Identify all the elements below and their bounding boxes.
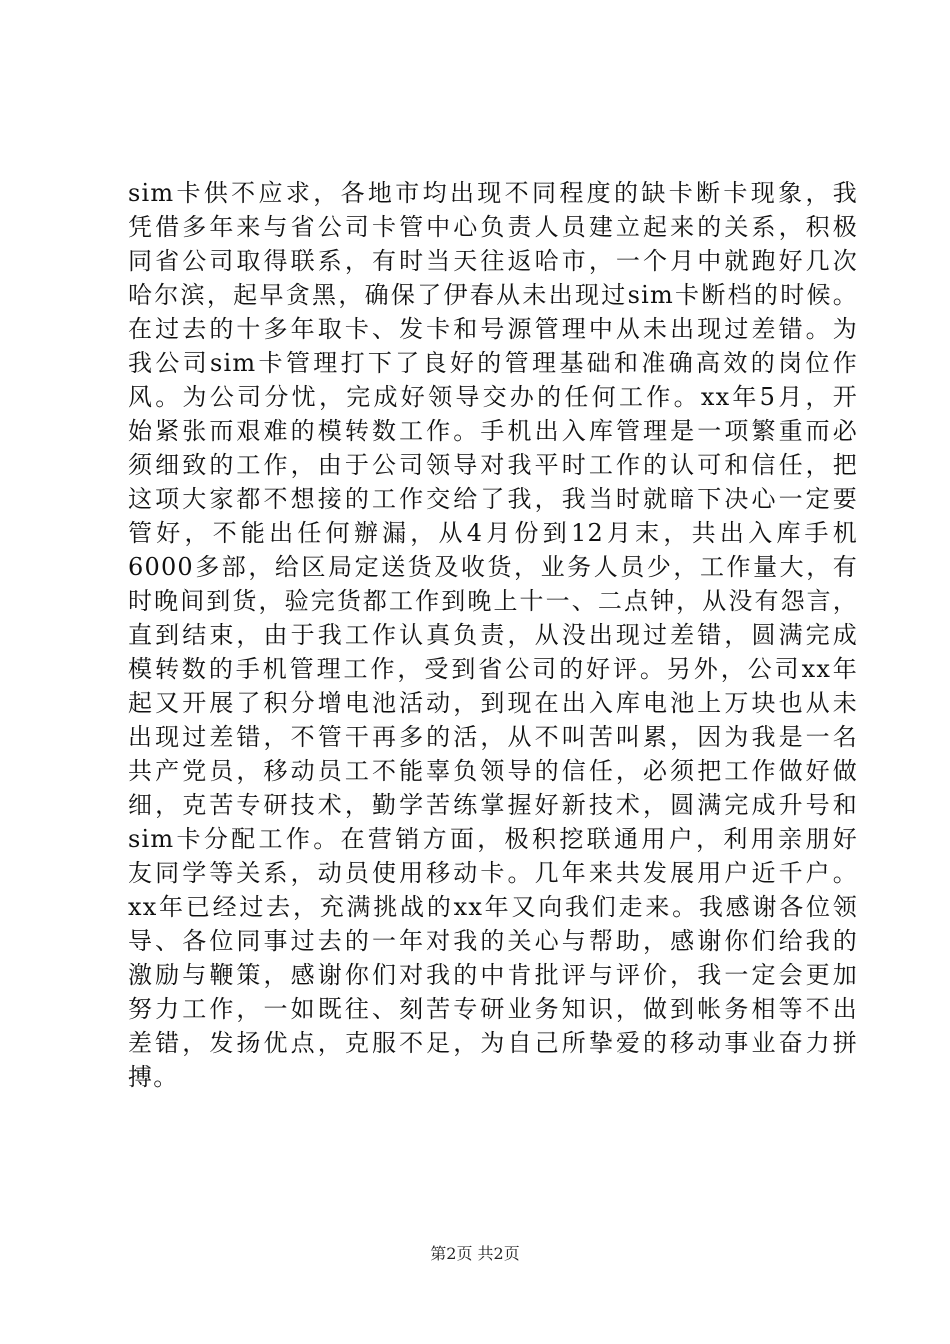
text-line: 努力工作，一如既往、刻苦专研业务知识，做到帐务相等不出	[128, 995, 858, 1023]
text-line: 哈尔滨，起早贪黑，确保了伊春从未出现过sim卡断档的时候。	[128, 281, 858, 309]
text-line: 风。为公司分忧，完成好领导交办的任何工作。xx年5月，开	[128, 383, 858, 411]
text-line: 友同学等关系，动员使用移动卡。几年来共发展用户近千户。	[128, 859, 858, 887]
text-line: 共产党员，移动员工不能辜负领导的信任，必须把工作做好做	[128, 757, 858, 785]
text-line: 出现过差错，不管干再多的活，从不叫苦叫累，因为我是一名	[128, 723, 858, 751]
text-line: xx年已经过去，充满挑战的xx年又向我们走来。我感谢各位领	[128, 893, 858, 921]
text-line: 这项大家都不想接的工作交给了我，我当时就暗下决心一定要	[128, 485, 858, 513]
text-line: 导、各位同事过去的一年对我的关心与帮助，感谢你们给我的	[128, 927, 858, 955]
text-line: 模转数的手机管理工作，受到省公司的好评。另外，公司xx年	[128, 655, 858, 683]
text-line: 我公司sim卡管理打下了良好的管理基础和准确高效的岗位作	[128, 349, 858, 377]
text-line: sim卡供不应求，各地市均出现不同程度的缺卡断卡现象，我	[128, 179, 858, 207]
text-line: 须细致的工作，由于公司领导对我平时工作的认可和信任，把	[128, 451, 858, 479]
text-line: 起又开展了积分增电池活动，到现在出入库电池上万块也从未	[128, 689, 858, 717]
text-line: 凭借多年来与省公司卡管中心负责人员建立起来的关系，积极	[128, 213, 858, 241]
text-line: 在过去的十多年取卡、发卡和号源管理中从未出现过差错。为	[128, 315, 858, 343]
text-line: 始紧张而艰难的模转数工作。手机出入库管理是一项繁重而必	[128, 417, 858, 445]
text-line: 激励与鞭策，感谢你们对我的中肯批评与评价，我一定会更加	[128, 961, 858, 989]
page-number-footer: 第2页 共2页	[430, 1244, 520, 1263]
text-line: sim卡分配工作。在营销方面，极积挖联通用户，利用亲朋好	[128, 825, 858, 853]
body-paragraph	[128, 176, 858, 1094]
text-line: 差错，发扬优点，克服不足，为自己所挚爱的移动事业奋力拼	[128, 1029, 858, 1057]
text-line: 时晚间到货，验完货都工作到晚上十一、二点钟，从没有怨言，	[128, 587, 858, 615]
text-line: 直到结束，由于我工作认真负责，从没出现过差错，圆满完成	[128, 621, 858, 649]
text-line: 细，克苦专研技术，勤学苦练掌握好新技术，圆满完成升号和	[128, 791, 858, 819]
text-line: 搏。	[128, 1063, 179, 1091]
text-line: 同省公司取得联系，有时当天往返哈市，一个月中就跑好几次	[128, 247, 858, 275]
text-line: 6000多部，给区局定送货及收货，业务人员少，工作量大，有	[128, 553, 858, 581]
text-line: 管好，不能出任何辦漏，从4月份到12月末，共出入库手机	[128, 519, 858, 547]
